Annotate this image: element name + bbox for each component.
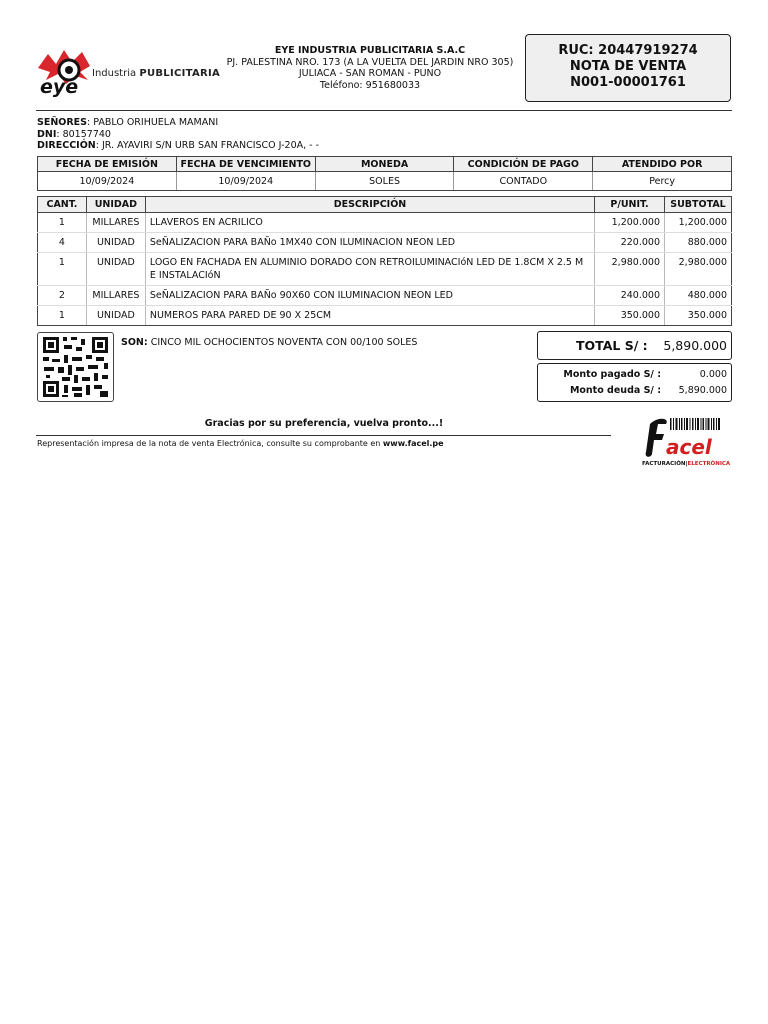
table-row bbox=[38, 253, 732, 286]
item-subtotal: 1,200.000 bbox=[665, 213, 732, 233]
info-header-row bbox=[38, 157, 732, 172]
footer-note-text: Representación impresa de la nota de venta Electrónica, consulte su comprobante en bbox=[37, 439, 383, 448]
item-unit-price: 350.000 bbox=[595, 306, 665, 326]
table-row bbox=[38, 213, 732, 233]
amount-in-words bbox=[121, 337, 417, 348]
ruc-number: RUC: 20447919274 bbox=[558, 43, 698, 58]
company-info bbox=[220, 45, 520, 91]
items-header-description: DESCRIPCIÓN bbox=[145, 197, 594, 213]
item-description: SeÑALIZACION PARA BAÑo 1MX40 CON ILUMINACION NEON LED bbox=[145, 233, 594, 253]
company-name: EYE INDUSTRIA PUBLICITARIA S.A.C bbox=[274, 45, 466, 56]
table-row bbox=[38, 233, 732, 253]
logo-tag-main: PUBLICITARIA bbox=[139, 68, 221, 79]
item-qty: 4 bbox=[38, 233, 87, 253]
company-logo bbox=[36, 46, 221, 98]
debt-value: 5,890.000 bbox=[678, 385, 727, 396]
client-address-label: DIRECCIÓN bbox=[37, 140, 96, 151]
table-row bbox=[38, 306, 732, 326]
item-unit: MILLARES bbox=[86, 286, 145, 306]
info-header: FECHA DE VENCIMIENTO bbox=[176, 157, 315, 172]
item-description: NUMEROS PARA PARED DE 90 X 25CM bbox=[145, 306, 594, 326]
item-qty: 1 bbox=[38, 213, 87, 233]
facel-subtitle: FACTURACIÓN|ELECTRÓNICA bbox=[642, 461, 731, 467]
items-table bbox=[37, 196, 732, 326]
items-header-subtotal: SUBTOTAL bbox=[665, 197, 732, 213]
items-header-row bbox=[38, 197, 732, 213]
header-divider bbox=[36, 110, 732, 111]
item-subtotal: 480.000 bbox=[665, 286, 732, 306]
item-unit-price: 240.000 bbox=[595, 286, 665, 306]
paid-label: Monto pagado S/ : bbox=[563, 369, 661, 380]
debt-label: Monto deuda S/ : bbox=[569, 385, 661, 396]
client-address-row bbox=[37, 140, 319, 152]
footer-site-link[interactable]: www.facel.pe bbox=[382, 439, 444, 448]
info-table bbox=[37, 156, 732, 191]
qr-code bbox=[37, 332, 114, 402]
amount-words: CINCO MIL OCHOCIENTOS NOVENTA CON 00/100 SOLES bbox=[150, 337, 418, 348]
item-unit: UNIDAD bbox=[86, 253, 145, 286]
logo-tag-prefix: Industria bbox=[92, 68, 137, 79]
item-unit-price: 220.000 bbox=[595, 233, 665, 253]
facel-sub-b: ELECTRÓNICA bbox=[687, 461, 731, 467]
item-subtotal: 880.000 bbox=[665, 233, 732, 253]
due-date: 10/09/2024 bbox=[176, 172, 315, 191]
item-description: LLAVEROS EN ACRILICO bbox=[145, 213, 594, 233]
facel-logo bbox=[640, 416, 732, 472]
facel-sub-a: FACTURACIÓN bbox=[642, 461, 686, 467]
company-address: PJ. PALESTINA NRO. 173 (A LA VUELTA DEL JARDIN NRO 305) bbox=[226, 56, 514, 68]
paid-value: 0.000 bbox=[699, 369, 727, 380]
item-unit: UNIDAD bbox=[86, 306, 145, 326]
item-qty: 2 bbox=[38, 286, 87, 306]
attended-by: Percy bbox=[593, 172, 732, 191]
thanks-message: Gracias por su preferencia, vuelva pronto...! bbox=[204, 418, 444, 429]
issue-date: 10/09/2024 bbox=[38, 172, 177, 191]
item-qty: 1 bbox=[38, 306, 87, 326]
info-header: ATENDIDO POR bbox=[593, 157, 732, 172]
item-unit: MILLARES bbox=[86, 213, 145, 233]
client-dni-row bbox=[37, 129, 319, 141]
qr-code-icon bbox=[38, 333, 113, 401]
svg-text:acel: acel bbox=[666, 435, 712, 459]
barcode-icon bbox=[640, 416, 732, 462]
item-subtotal: 350.000 bbox=[665, 306, 732, 326]
info-header: FECHA DE EMISIÓN bbox=[38, 157, 177, 172]
total-box bbox=[537, 331, 732, 360]
company-city: JULIACA - SAN ROMAN - PUNO bbox=[298, 68, 442, 79]
item-subtotal: 2,980.000 bbox=[665, 253, 732, 286]
item-unit-price: 2,980.000 bbox=[595, 253, 665, 286]
item-description: LOGO EN FACHADA EN ALUMINIO DORADO CON RETROILUMINACIóN LED DE 1.8CM X 2.5 M E INSTALACIóN bbox=[145, 253, 594, 286]
table-row bbox=[38, 286, 732, 306]
item-unit-price: 1,200.000 bbox=[595, 213, 665, 233]
item-description: SeÑALIZACION PARA BAÑo 90X60 CON ILUMINACION NEON LED bbox=[145, 286, 594, 306]
items-header-unit-price: P/UNIT. bbox=[595, 197, 665, 213]
logo-word: eye bbox=[40, 76, 79, 98]
info-value-row bbox=[38, 172, 732, 191]
client-name-row bbox=[37, 117, 319, 129]
info-header: MONEDA bbox=[315, 157, 454, 172]
footer-divider bbox=[36, 435, 611, 436]
client-dni: : 80157740 bbox=[56, 128, 111, 140]
client-address: : JR. AYAVIRI S/N URB SAN FRANCISCO J-20A, - - bbox=[95, 140, 320, 151]
document-type: NOTA DE VENTA bbox=[569, 59, 687, 74]
total-label: TOTAL S/ : bbox=[576, 338, 648, 353]
total-value: 5,890.000 bbox=[663, 338, 727, 353]
info-header: CONDICIÓN DE PAGO bbox=[454, 157, 593, 172]
document-id-box bbox=[525, 34, 731, 102]
logo-tagline bbox=[92, 68, 220, 79]
currency: SOLES bbox=[315, 172, 454, 191]
items-header-unit: UNIDAD bbox=[86, 197, 145, 213]
items-header-qty: CANT. bbox=[38, 197, 87, 213]
document-number: N001-00001761 bbox=[570, 75, 686, 90]
amount-words-label: SON: bbox=[121, 337, 148, 348]
client-info bbox=[37, 117, 319, 152]
payment-condition: CONTADO bbox=[454, 172, 593, 191]
client-dni-label: DNI bbox=[37, 128, 57, 140]
client-name: : PABLO ORIHUELA MAMANI bbox=[87, 117, 219, 128]
payment-box bbox=[537, 363, 732, 402]
footer-note bbox=[37, 439, 444, 448]
client-name-label: SEÑORES bbox=[37, 117, 88, 128]
item-qty: 1 bbox=[38, 253, 87, 286]
item-unit: UNIDAD bbox=[86, 233, 145, 253]
company-phone: Teléfono: 951680033 bbox=[319, 79, 421, 91]
